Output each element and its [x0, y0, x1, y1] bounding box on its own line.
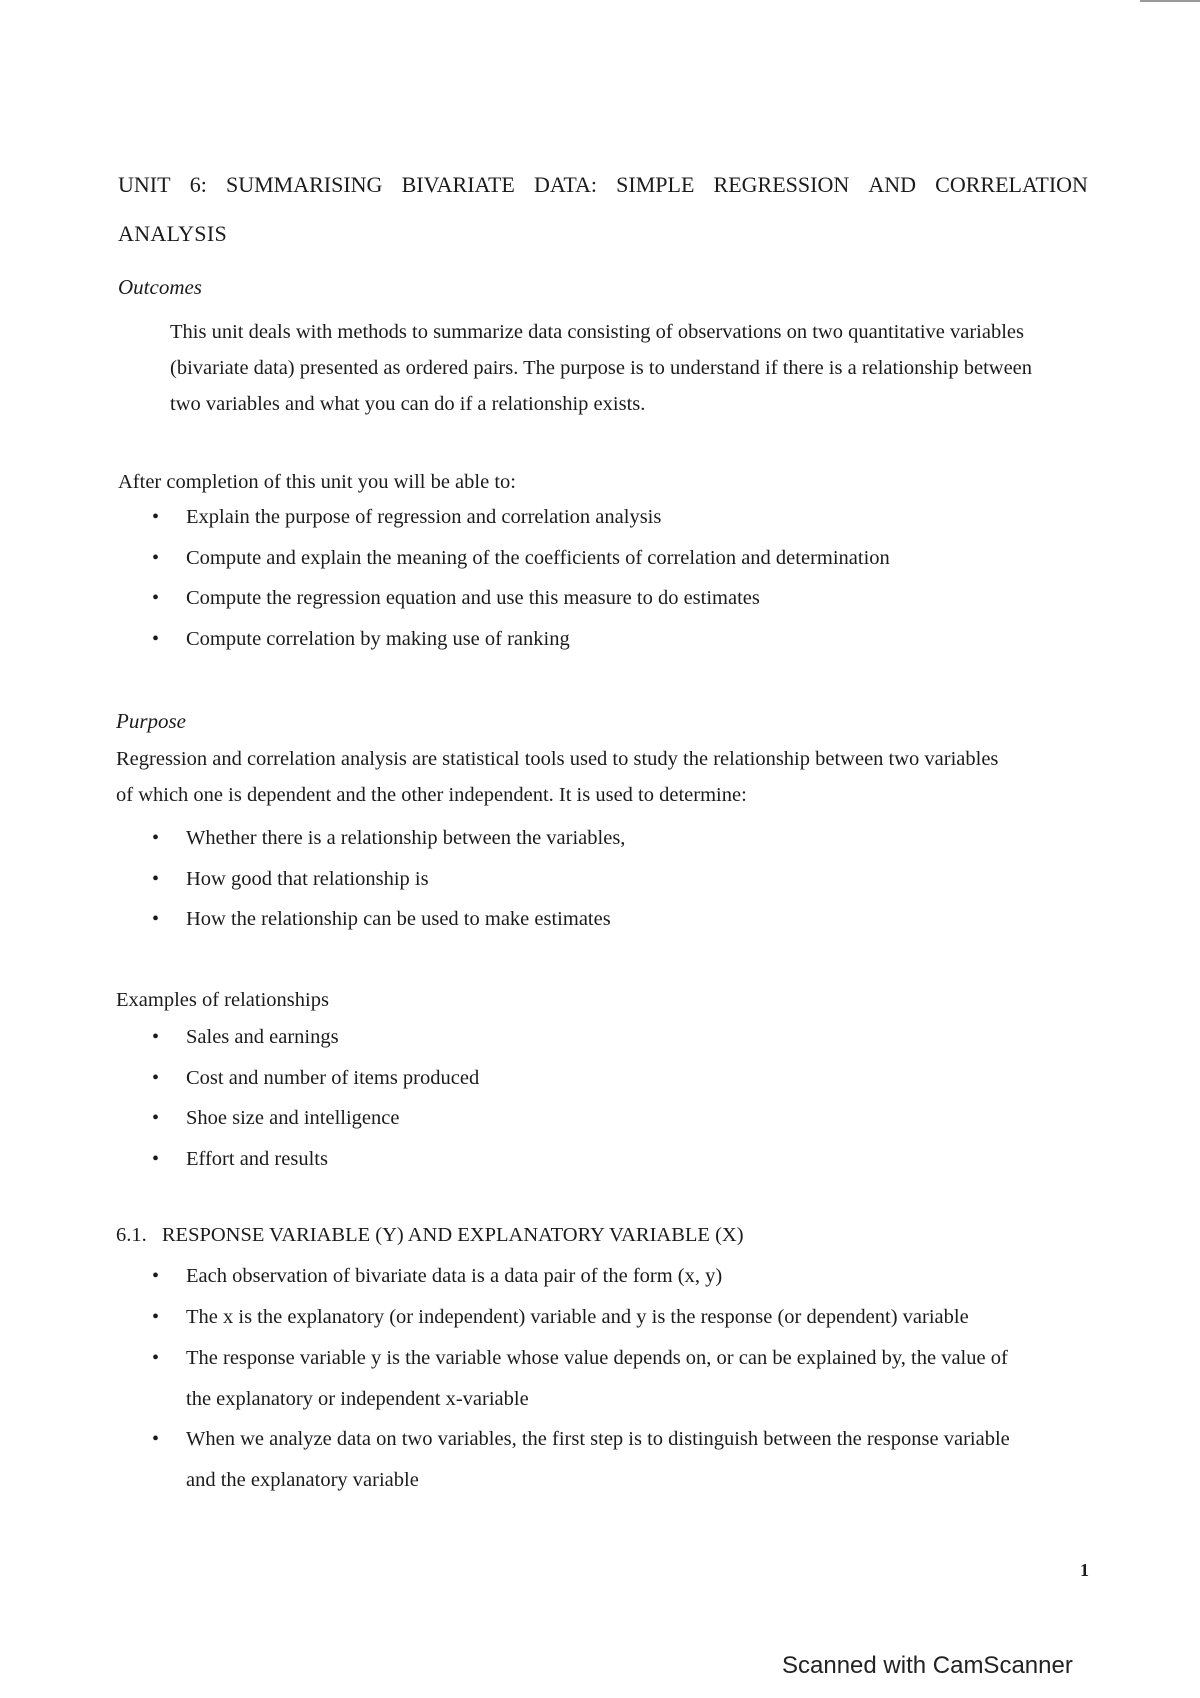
unit-title-line2: ANALYSIS [118, 221, 227, 246]
title-word: 6: [189, 172, 207, 197]
paragraph-line: (bivariate data) presented as ordered pairs. The purpose is to understand if there is a relationship between [170, 357, 1033, 379]
list-item: • Explain the purpose of regression and correlation analysis [152, 506, 1092, 547]
title-word: SUMMARISING [225, 172, 383, 197]
paragraph-line: two variables and what you can do if a relationship exists. [170, 393, 646, 415]
list-item: • Cost and number of items produced [152, 1067, 1092, 1108]
list-item: • Shoe size and intelligence [152, 1107, 1092, 1148]
camscanner-watermark: Scanned with CamScanner [782, 1652, 1073, 1679]
outcomes-heading: Outcomes [118, 275, 202, 299]
list-item-text: • When we analyze data on two variables, the first step is to distinguish between the response variable [186, 1428, 1010, 1450]
purpose-paragraph [116, 741, 1096, 813]
section-title: RESPONSE VARIABLE (Y) AND EXPLANATORY VARIABLE (X) [161, 1224, 744, 1246]
outcomes-intro: After completion of this unit you will be able to: [118, 471, 516, 493]
list-item: • Compute the regression equation and use this measure to do estimates [152, 587, 1092, 628]
paragraph-line: of which one is dependent and the other independent. It is used to determine: [116, 784, 747, 806]
section-number: 6.1. [116, 1224, 147, 1246]
examples-list [152, 1026, 1092, 1188]
title-word: DATA: [533, 172, 597, 197]
title-word: CORRELATION [935, 172, 1088, 197]
paragraph-line: Regression and correlation analysis are statistical tools used to study the relationship between two variables [116, 748, 999, 770]
section-6-1-list [152, 1265, 1092, 1500]
list-item: • Compute and explain the meaning of the coefficients of correlation and determination [152, 547, 1092, 588]
list-item [152, 1265, 1092, 1306]
list-item: • Whether there is a relationship between the variables, [152, 827, 1092, 868]
paragraph-line: This unit deals with methods to summarize data consisting of observations on two quantitative variables [170, 321, 1025, 343]
scan-edge-mark [1140, 0, 1200, 2]
list-item: • How good that relationship is [152, 868, 1092, 909]
list-item-text: the explanatory or independent x-variable [186, 1387, 529, 1410]
purpose-list [152, 827, 1092, 949]
list-item-text: and the explanatory variable [186, 1468, 419, 1491]
title-word: SIMPLE [616, 172, 695, 197]
list-item-text: • The response variable y is the variable whose value depends on, or can be explained by, the value of [186, 1347, 1008, 1369]
outcomes-paragraph [170, 314, 1090, 422]
list-item [152, 1419, 1092, 1500]
title-word: UNIT [118, 172, 171, 197]
examples-heading: Examples of relationships [116, 989, 329, 1011]
list-item: • How the relationship can be used to make estimates [152, 908, 1092, 949]
title-word: BIVARIATE [401, 172, 515, 197]
title-word: AND [868, 172, 917, 197]
unit-title-line1 [118, 172, 1088, 198]
section-6-1-heading [116, 1224, 744, 1247]
list-item: • Sales and earnings [152, 1026, 1092, 1067]
list-item: • Compute correlation by making use of ranking [152, 628, 1092, 669]
outcomes-list [152, 506, 1092, 668]
list-item: • Effort and results [152, 1148, 1092, 1189]
page-number: 1 [1080, 1560, 1089, 1580]
list-item [152, 1338, 1092, 1419]
purpose-heading: Purpose [116, 709, 186, 733]
title-word: REGRESSION [713, 172, 850, 197]
list-item-text: The x is the explanatory (or independent) variable and y is the response (or dependent) variable [186, 1305, 969, 1328]
list-item-text: Each observation of bivariate data is a data pair of the form (x, y) [186, 1265, 723, 1287]
